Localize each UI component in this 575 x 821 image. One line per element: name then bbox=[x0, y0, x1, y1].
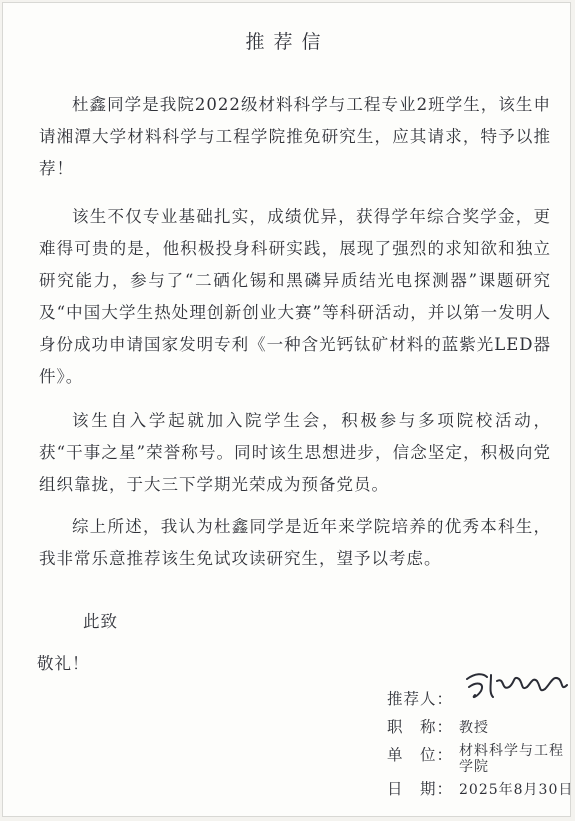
letter-title: 推荐信 bbox=[245, 31, 330, 53]
unit-label: 单 位： bbox=[387, 746, 454, 764]
unit-value: 材料科学与工程学院 bbox=[459, 743, 564, 775]
date-value: 2025年8月30日 bbox=[459, 782, 574, 798]
job-title-row bbox=[387, 715, 489, 737]
unit-row bbox=[387, 743, 569, 775]
signature-icon bbox=[461, 665, 571, 705]
paragraph-conclusion: 综上所述，我认为杜鑫同学是近年来学院培养的优秀本科生，我非常乐意推荐该生免试攻读研究生，望予以考虑。 bbox=[39, 517, 551, 568]
date-label: 日 期： bbox=[387, 780, 454, 798]
letter-sheet bbox=[2, 2, 574, 817]
job-title-label: 职 称： bbox=[387, 718, 454, 736]
recommender-label: 推荐人： bbox=[387, 690, 454, 708]
date-row bbox=[387, 777, 573, 799]
paragraph-academics: 该生不仅专业基础扎实，成绩优异，获得学年综合奖学金，更难得可贵的是，他积极投身科研实践，展现了强烈的求知欲和独立研究能力，参与了“二硒化锡和黑磷异质结光电探测器”课题研究及“中国大学生热处理创新创业大赛”等科研活动，并以第一发明人身份成功申请国家发明专利《一种含光钙钛矿材料的蓝紫光LED器件》。 bbox=[39, 207, 551, 386]
paragraph-activities: 该生自入学起就加入院学生会，积极参与多项院校活动，获“干事之星”荣誉称号。同时该生思想进步，信念坚定，积极向党组织靠拢，于大三下学期光荣成为预备党员。 bbox=[39, 411, 551, 494]
salutation: 敬礼！ bbox=[37, 654, 90, 673]
paragraph-intro: 杜鑫同学是我院2022级材料科学与工程专业2班学生，该生申请湘潭大学材料科学与工程学院推免研究生，应其请求，特予以推荐！ bbox=[39, 95, 551, 178]
recommender-row bbox=[387, 687, 459, 709]
job-title-value: 教授 bbox=[459, 720, 489, 736]
closing-phrase: 此致 bbox=[83, 612, 118, 631]
